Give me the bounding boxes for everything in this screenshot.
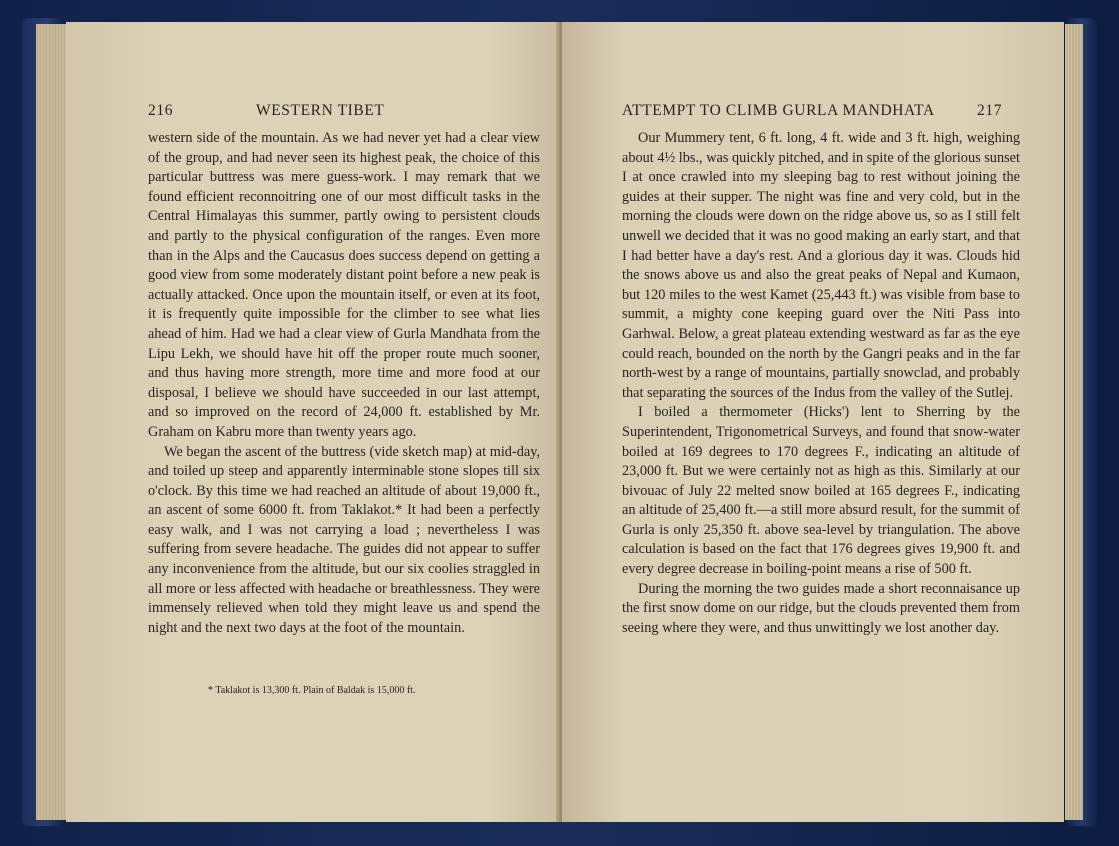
left-running-head: WESTERN TIBET <box>256 102 385 119</box>
left-footnote: * Taklakot is 13,300 ft. Plain of Baldak is 15,000 ft. <box>208 685 416 696</box>
right-paragraph-3: During the morning the two guides made a short reconnaisance up the first snow dome on our ridge, but the clouds prevented them from seeing where they were, and thus unwittingly we lost another day. <box>622 580 1020 636</box>
left-page <box>66 22 562 822</box>
right-running-head: ATTEMPT TO CLIMB GURLA MANDHATA <box>622 102 935 119</box>
right-paragraph-2: I boiled a thermometer (Hicks') lent to Sherring by the Superintendent, Trigonometrical Surveys, and found that snow-water boiled at 169 degrees to 170 degrees F., indicating an altitude of 23,000 ft. But we were certainly not as high as this. Similarly at our bivouac of July 22 melted snow boiled at 165 degrees F., indicating an altitude of 25,400 ft.—a still more absurd result, for the summit of Gurla is only 25,350 ft. above sea-level by triangulation. The above calculation is based on the fact that 176 degrees gives 19,900 ft. and every degree decrease in boiling-point means a rise of 500 ft. <box>622 404 1020 578</box>
left-paragraph-2: We began the ascent of the buttress (vide sketch map) at mid-day, and toiled up steep and apparently interminable stone slopes till six o'clock. By this time we had reached an altitude of about 19,000 ft., an ascent of some 6000 ft. from Taklakot.* It had been a perfectly easy walk, and I was not carrying a load ; nevertheless I was suffering from severe headache. The guides did not appear to suffer any inconvenience from the altitude, but our six coolies straggled in all more or less affected with headache or breathlessness. They were immensely relieved when told they might leave us and spend the night and the next two days at the foot of the mountain. <box>148 443 540 636</box>
page-edges-right <box>1065 24 1083 820</box>
right-body-text <box>622 129 1020 638</box>
right-page <box>562 22 1064 822</box>
right-paragraph-1: Our Mummery tent, 6 ft. long, 4 ft. wide and 3 ft. high, weighing about 4½ lbs., was quickly pitched, and in spite of the glorious sunset I at once crawled into my sleeping bag to rest without joining the guides at their supper. The night was fine and very cold, but in the morning the clouds were down on the ridge above us, so as I still felt unwell we decided that it was no good making an early start, and that I had better have a day's rest. And a glorious day it was. Clouds hid the snows above us and also the great peaks of Nepal and Kumaon, but 120 miles to the west Kamet (25,443 ft.) was visible from base to summit, a mighty cone keeping guard over the Niti Pass into Garhwal. Below, a great plateau extending westward as far as the eye could reach, bounded on the north by the Gangri peaks and in the far north-west by a range of mountains, partially snowclad, and probably that separating the sources of the Indus from the valley of the Sutlej. <box>622 130 1020 401</box>
left-paragraph-1: western side of the mountain. As we had never yet had a clear view of the group, and had never seen its highest peak, the choice of this particular buttress was mere guess-work. I may remark that we found efficient reconnoitring one of our most difficult tasks in the Central Himalayas this summer, partly owing to persistent clouds and partly to the physical configuration of the ranges. Even more than in the Alps and the Caucasus does success depend on getting a good view from some moderately distant point before a new peak is actually attacked. Once upon the mountain itself, or even at its foot, it is frequently quite impossible for the climber to see what lies ahead of him. Had we had a clear view of Gurla Mandhata from the Lipu Lekh, we should have hit off the proper route much sooner, and thus having more strength, more time and more food at our disposal, I believe we should have succeeded in our last attempt, and so improved on the record of 24,000 ft. established by Mr. Graham on Kabru more than twenty years ago. <box>148 130 540 440</box>
page-edges-left <box>36 24 70 820</box>
left-page-number: 216 <box>148 102 174 119</box>
left-body-text <box>148 129 540 638</box>
right-page-number: 217 <box>977 102 1003 119</box>
